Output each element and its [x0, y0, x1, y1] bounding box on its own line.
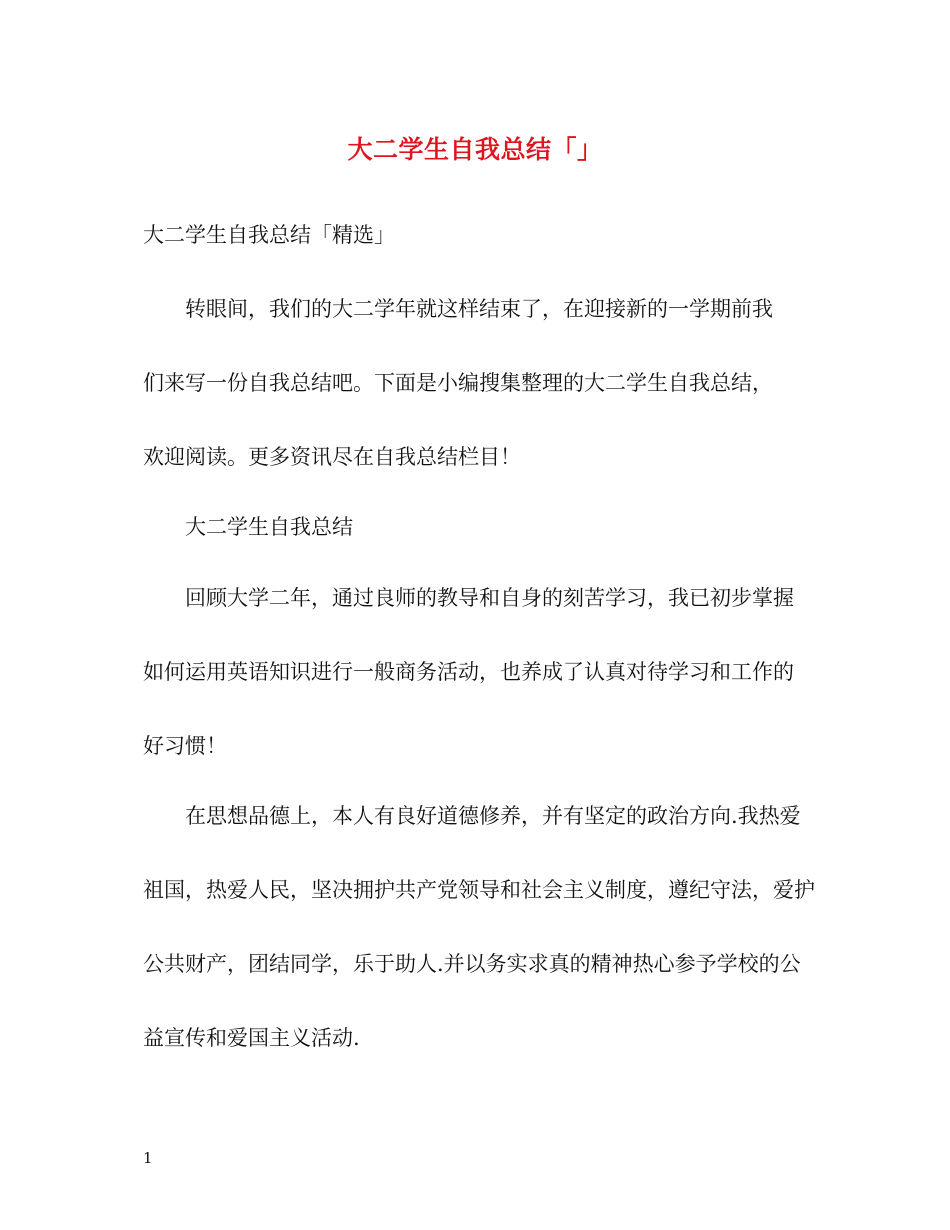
paragraph1-line-1: 回顾大学二年，通过良师的教导和自身的刻苦学习，我已初步掌握: [185, 586, 794, 610]
paragraph1-line-2: 如何运用英语知识进行一般商务活动，也养成了认真对待学习和工作的: [143, 660, 794, 684]
section-heading: 大二学生自我总结: [185, 515, 353, 539]
intro-line-2: 们来写一份自我总结吧。下面是小编搜集整理的大二学生自我总结，: [143, 371, 773, 395]
paragraph2-line-2: 祖国，热爱人民，坚决拥护共产党领导和社会主义制度，遵纪守法，爱护: [143, 878, 815, 902]
intro-line-3: 欢迎阅读。更多资讯尽在自我总结栏目！: [143, 445, 521, 469]
paragraph1-line-3: 好习惯！: [143, 734, 227, 758]
intro-line-1: 转眼间，我们的大二学年就这样结束了，在迎接新的一学期前我: [185, 297, 773, 321]
page-number: 1: [143, 1149, 153, 1167]
document-body: [143, 220, 815, 1053]
document-title: 大二学生自我总结「」: [347, 135, 603, 164]
paragraph2-line-1: 在思想品德上，本人有良好道德修养，并有坚定的政治方向.我热爱: [185, 804, 801, 828]
paragraph2-line-4: 益宣传和爱国主义活动.: [143, 1026, 360, 1050]
paragraph2-line-3: 公共财产，团结同学，乐于助人.并以务实求真的精神热心参予学校的公: [143, 952, 801, 976]
document-subtitle: 大二学生自我总结「精选」: [143, 223, 395, 247]
